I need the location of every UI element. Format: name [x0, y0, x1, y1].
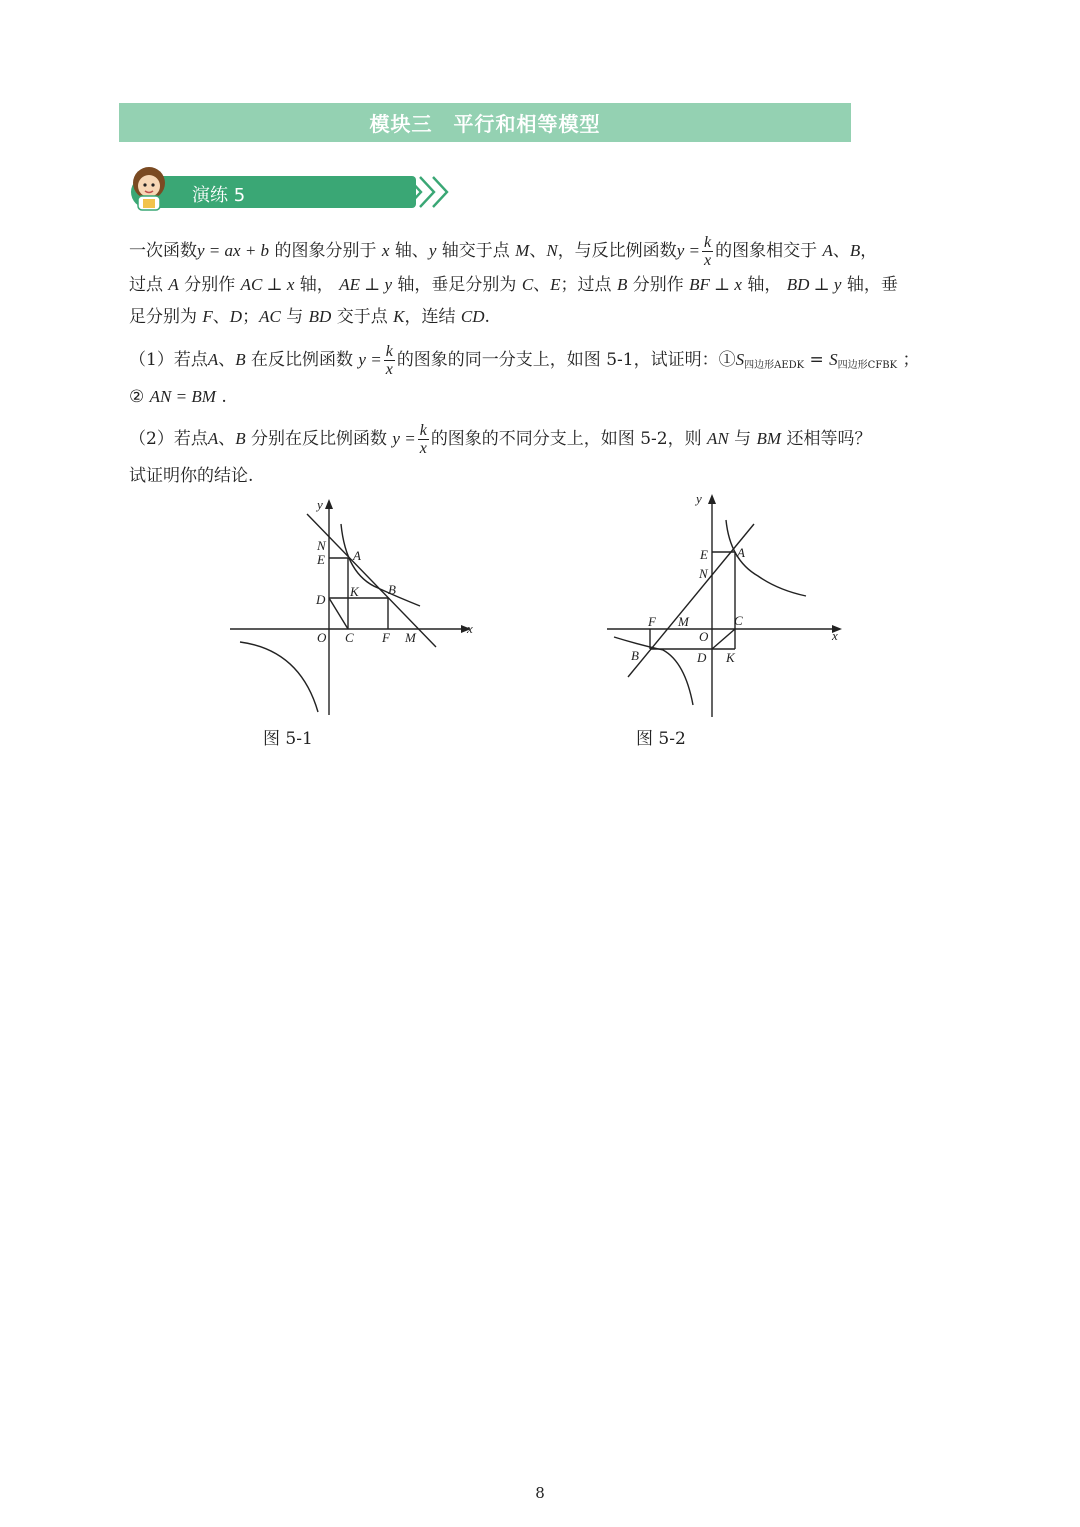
- label-C: C: [345, 630, 354, 645]
- label-E: E: [700, 547, 708, 562]
- text-fragment: A: [207, 350, 219, 369]
- part-1-line-2: [129, 386, 951, 408]
- text-fragment: 在反比例函数: [251, 350, 354, 370]
- text-fragment: ，连结: [404, 307, 456, 327]
- text-fragment: 的图象的不同分支上，如图 5-2，则: [430, 429, 702, 449]
- text-fragment: 的图象的同一分支上，如图 5-1，试证明：①: [396, 350, 736, 370]
- fraction-k-over-x: [702, 234, 713, 269]
- seg-CD: [712, 629, 735, 649]
- problem-line-2: [129, 274, 951, 296]
- label-K: K: [726, 650, 735, 665]
- part-2-line-1: [129, 422, 951, 457]
- student-mascot-icon: [127, 163, 175, 215]
- label-D: D: [316, 592, 326, 607]
- label-M: M: [678, 614, 689, 629]
- text-fragment: y =: [676, 241, 700, 260]
- text-fragment: S: [735, 350, 745, 369]
- label-O: O: [699, 629, 709, 644]
- text-fragment: y =: [392, 429, 416, 448]
- text-fragment: CD: [460, 307, 485, 326]
- text-fragment: N: [546, 241, 558, 260]
- text-fragment: D: [229, 307, 243, 326]
- text-fragment: 分别作: [184, 275, 236, 295]
- exercise-tag: [127, 163, 467, 215]
- text-fragment: 还相等吗？: [786, 429, 872, 449]
- text-fragment: k: [703, 234, 712, 251]
- label-F: F: [382, 630, 390, 645]
- text-fragment: .: [221, 387, 227, 407]
- text-fragment: 轴，垂: [846, 275, 898, 295]
- text-fragment: AN = BM: [149, 387, 216, 406]
- label-B: B: [631, 648, 639, 663]
- text-fragment: B: [235, 429, 246, 448]
- text-fragment: 足分别为: [129, 307, 197, 327]
- text-fragment: 交于点: [336, 307, 388, 327]
- text-fragment: （1）若点: [129, 350, 208, 370]
- figure-5-1: [225, 492, 485, 722]
- text-fragment: 、: [832, 241, 850, 261]
- text-fragment: ，与反比例函数: [557, 241, 677, 261]
- label-A: A: [353, 548, 361, 563]
- text-fragment: =: [809, 350, 824, 370]
- line-y-ax-b: [307, 514, 436, 647]
- text-fragment: AC ⊥ x: [240, 275, 295, 294]
- label-K: K: [350, 584, 359, 599]
- text-fragment: y: [428, 241, 437, 260]
- figure-5-2-caption: 图 5-2: [636, 729, 686, 749]
- text-fragment: AN: [707, 429, 729, 448]
- text-fragment: A: [168, 275, 179, 294]
- label-C: C: [734, 613, 743, 628]
- hyperbola-branch-3: [240, 642, 318, 712]
- y-arrow: [325, 499, 333, 509]
- chevrons-icon: [403, 175, 459, 209]
- part-1-line-1: [129, 343, 951, 378]
- text-fragment: A: [822, 241, 833, 260]
- label-B: B: [388, 582, 396, 597]
- text-fragment: 的图象分别于: [274, 241, 377, 261]
- text-fragment: 过点: [129, 275, 163, 295]
- label-N: N: [699, 566, 708, 581]
- label-A: A: [737, 545, 745, 560]
- text-fragment: B: [849, 241, 861, 260]
- problem-line-1: [129, 234, 951, 269]
- text-fragment: 、: [533, 275, 551, 295]
- hyperbola-branch-3: [614, 637, 693, 705]
- label-x: x: [832, 628, 838, 643]
- text-fragment: y =: [358, 350, 382, 369]
- text-fragment: 与: [286, 307, 304, 327]
- text-fragment: BM: [756, 429, 782, 448]
- text-fragment: 、: [212, 307, 230, 327]
- text-fragment: AC: [259, 307, 281, 326]
- fraction-k-over-x: [384, 343, 395, 378]
- text-fragment: x: [419, 440, 427, 457]
- text-fragment: E: [550, 275, 561, 294]
- text-fragment: 轴，垂足分别为: [397, 275, 517, 295]
- label-E: E: [317, 552, 325, 567]
- text-fragment: y = ax + b: [197, 241, 270, 260]
- text-fragment: 的图象相交于: [715, 241, 818, 261]
- text-fragment: 轴交于点: [441, 241, 510, 261]
- text-fragment: B: [235, 350, 246, 369]
- text-fragment: A: [207, 429, 219, 448]
- text-fragment: 四边形CFBK: [837, 360, 898, 371]
- page-number: 8: [535, 1484, 545, 1502]
- figure-5-2: [600, 488, 850, 720]
- text-fragment: AE ⊥ y: [339, 275, 392, 294]
- text-fragment: ，: [860, 241, 878, 261]
- label-x: x: [467, 621, 473, 636]
- text-fragment: ；过点: [560, 275, 612, 295]
- section-banner: [119, 103, 851, 142]
- text-fragment: BF ⊥ x: [689, 275, 742, 294]
- label-y: y: [317, 497, 323, 512]
- text-fragment: 与: [734, 429, 752, 449]
- text-fragment: 、: [218, 350, 236, 370]
- label-y: y: [696, 491, 702, 506]
- text-fragment: （2）若点: [129, 429, 208, 449]
- fraction-k-over-x: [418, 422, 429, 457]
- text-fragment: .: [484, 307, 490, 327]
- seg-CD: [329, 598, 348, 629]
- label-O: O: [317, 630, 327, 645]
- label-M: M: [405, 630, 416, 645]
- text-fragment: M: [515, 241, 530, 260]
- exercise-tag-label: 演练 5: [192, 185, 246, 206]
- text-fragment: BD: [308, 307, 332, 326]
- text-fragment: C: [521, 275, 534, 294]
- text-fragment: 一次函数: [129, 241, 197, 261]
- text-fragment: 试证明你的结论.: [129, 466, 254, 486]
- section-title: 模块三 平行和相等模型: [369, 112, 601, 136]
- text-fragment: 轴，: [299, 275, 334, 295]
- text-fragment: k: [419, 422, 427, 439]
- text-fragment: x: [381, 241, 390, 260]
- label-D: D: [697, 650, 707, 665]
- text-fragment: K: [393, 307, 405, 326]
- figure-5-1-caption: 图 5-1: [263, 729, 313, 749]
- problem-line-3: [129, 306, 951, 328]
- text-fragment: 轴、: [394, 241, 429, 261]
- text-fragment: x: [385, 361, 393, 378]
- text-fragment: 轴，: [747, 275, 782, 295]
- label-F: F: [648, 614, 656, 629]
- text-fragment: 分别在反比例函数: [251, 429, 388, 449]
- part-2-line-2: [129, 465, 951, 487]
- text-fragment: 、: [529, 241, 547, 261]
- y-arrow: [708, 494, 716, 504]
- text-fragment: ②: [129, 387, 145, 407]
- text-fragment: 分别作: [632, 275, 684, 295]
- text-fragment: x: [703, 252, 712, 269]
- text-fragment: ；: [902, 350, 920, 370]
- text-fragment: 四边形AEDK: [744, 360, 805, 371]
- text-fragment: k: [385, 343, 393, 360]
- label-N: N: [317, 538, 326, 553]
- text-fragment: B: [616, 275, 628, 294]
- text-fragment: S: [829, 350, 838, 369]
- text-fragment: F: [202, 307, 213, 326]
- text-fragment: 、: [218, 429, 236, 449]
- text-fragment: ；: [242, 307, 260, 327]
- text-fragment: BD ⊥ y: [786, 275, 842, 294]
